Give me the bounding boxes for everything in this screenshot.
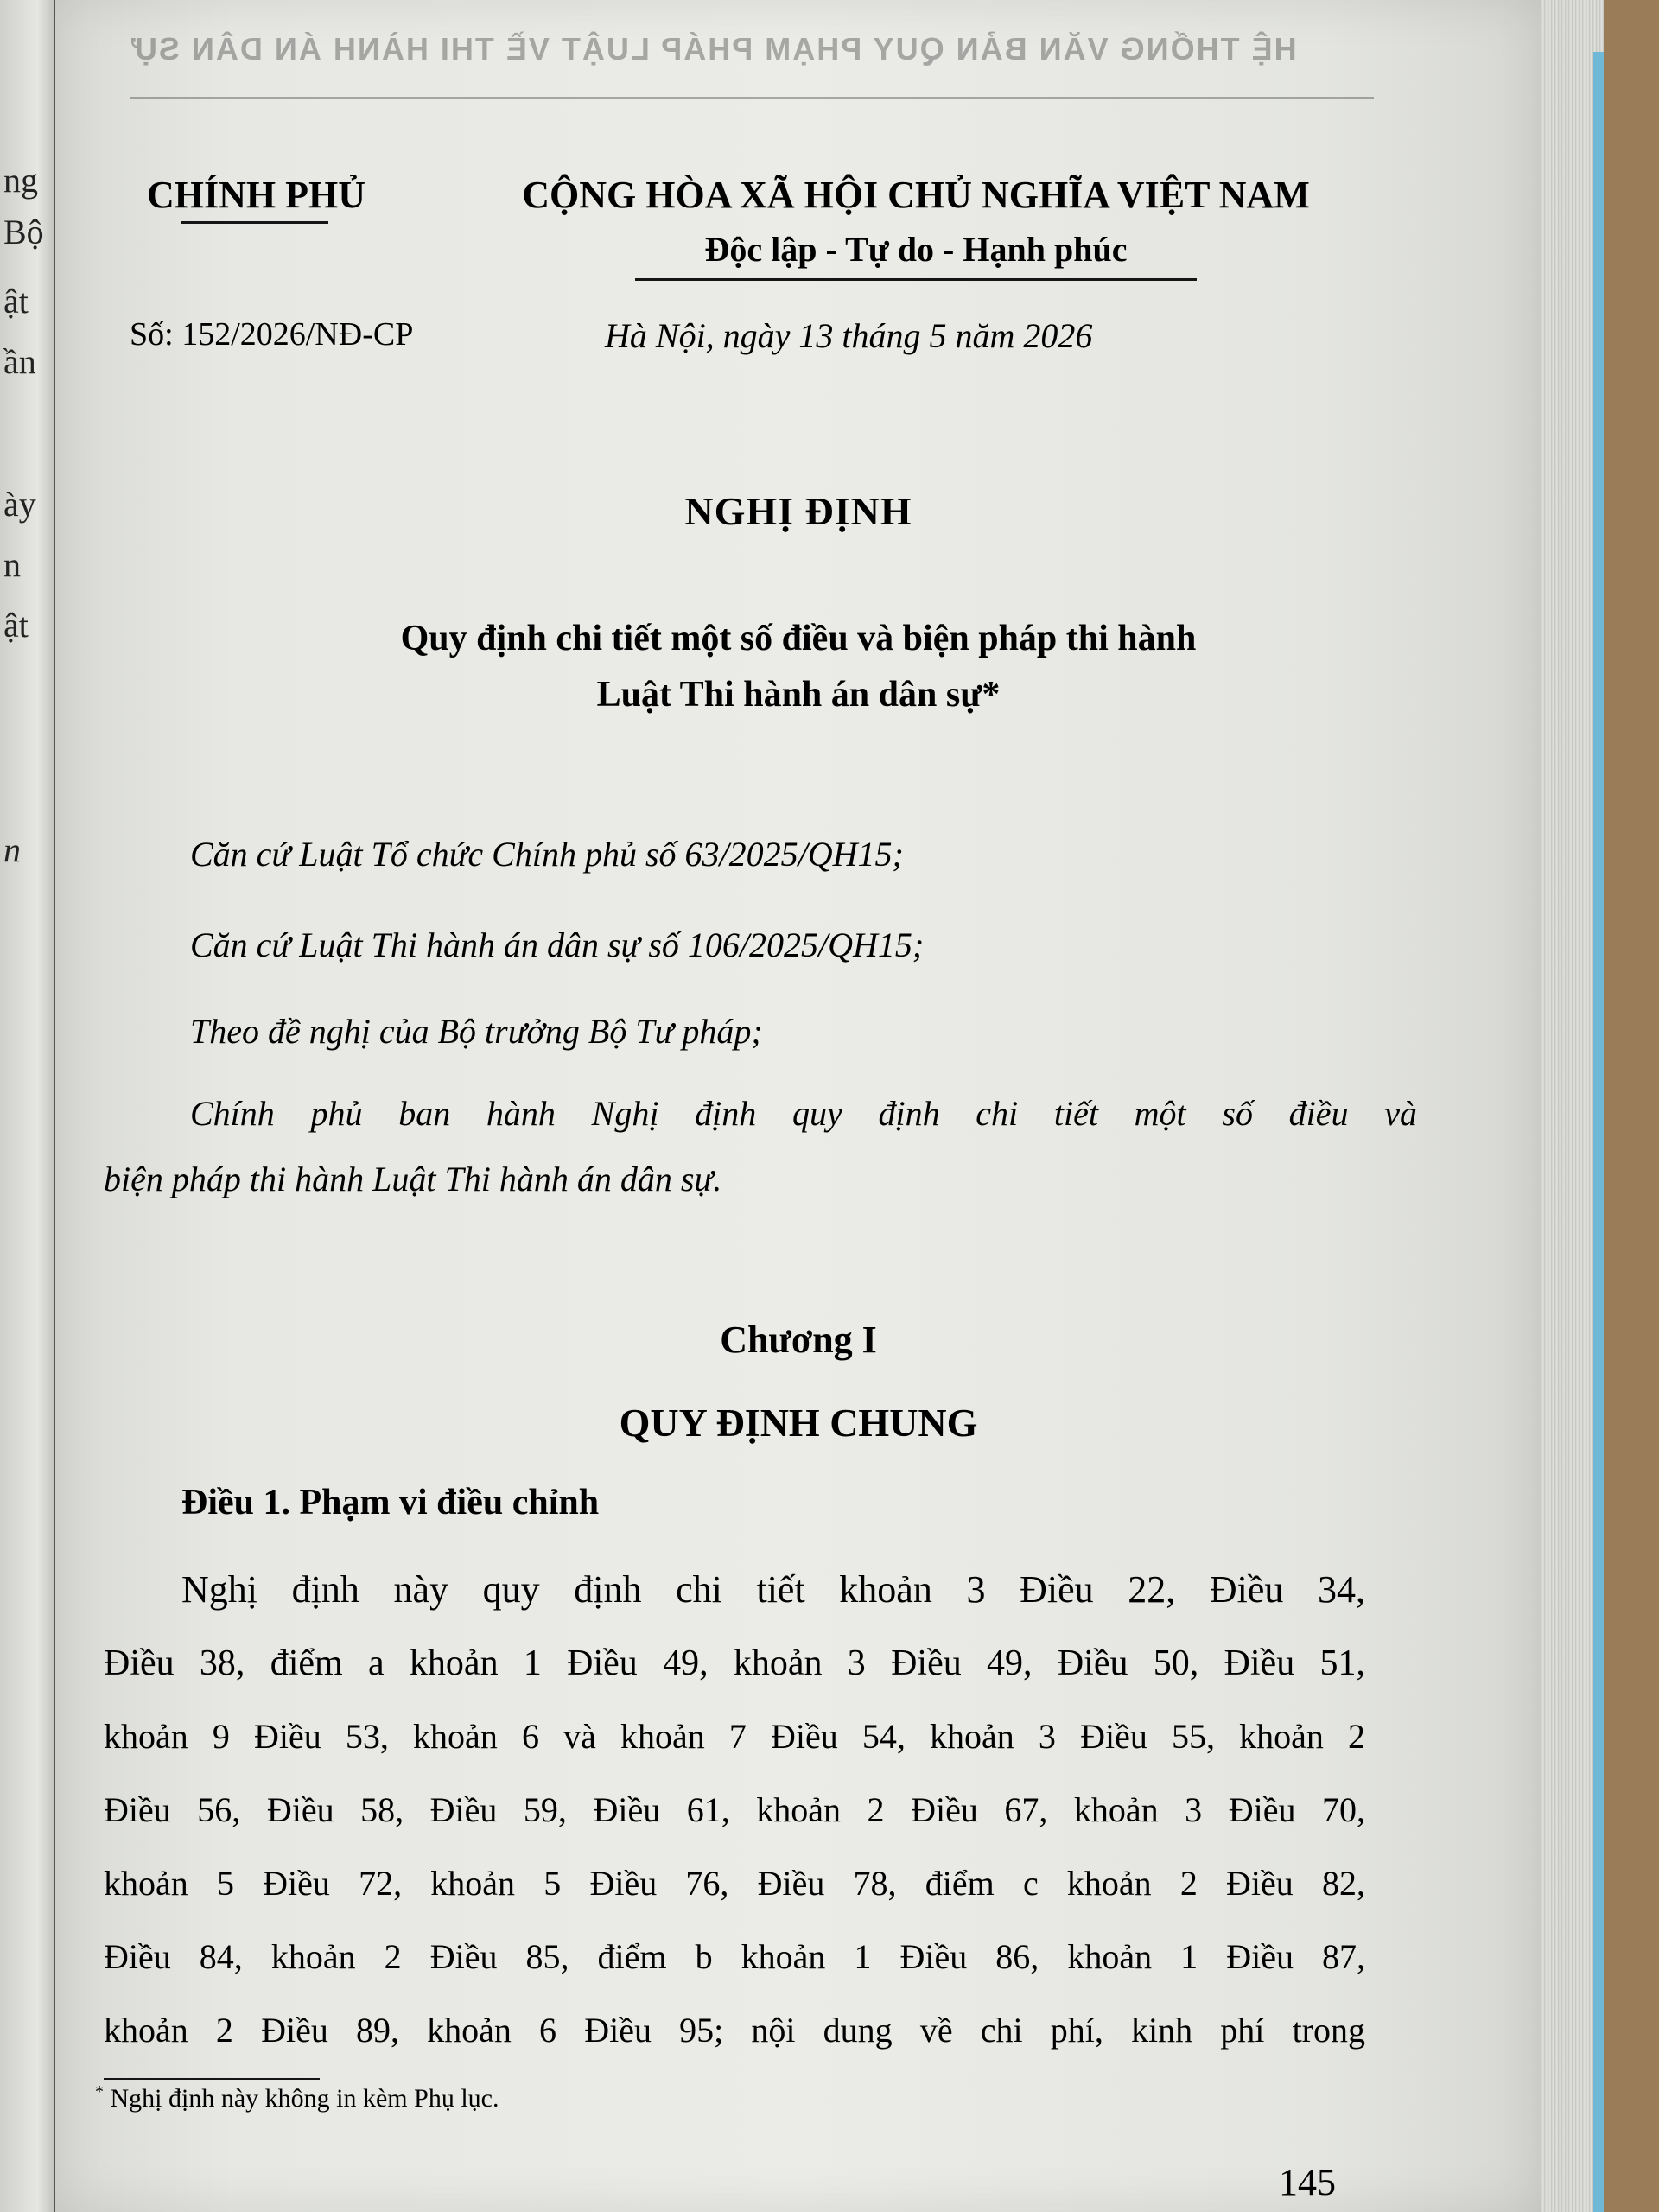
left-page-fragment: ật [3,606,29,645]
national-title: CỘNG HÒA XÃ HỘI CHỦ NGHĨA VIỆT NAM [522,174,1310,216]
legal-basis-line: Căn cứ Luật Tổ chức Chính phủ số 63/2025/QH15; [190,835,904,874]
article-line: Nghị định này quy định chi tiết khoản 3 Điều 22, Điều 34, [181,1568,1365,1611]
footnote-separator [104,2078,320,2080]
motto-underline [635,278,1197,281]
issuer-label: CHÍNH PHỦ [147,174,365,216]
document-number: Số: 152/2026/NĐ-CP [130,316,414,353]
page-number: 145 [1279,2161,1336,2203]
running-header: HỆ THỐNG VĂN BẢN QUY PHẠM PHÁP LUẬT VỀ THI HÀNH ÁN DÂN SỰ [130,31,1297,67]
promulgation-line-2: biện pháp thi hành Luật Thi hành án dân sự. [104,1160,722,1198]
article-line: khoản 9 Điều 53, khoản 6 và khoản 7 Điều 54, khoản 3 Điều 55, khoản 2 [104,1717,1365,1756]
promulgation-text: Chính phủ ban hành Nghị định quy định chi tiết một số điều và [190,1094,1417,1133]
document-type-title: NGHỊ ĐỊNH [684,489,912,533]
article-line: Điều 38, điểm a khoản 1 Điều 49, khoản 3 Điều 49, Điều 50, Điều 51, [104,1643,1365,1683]
footnote [95,2082,499,2113]
article-line: khoản 5 Điều 72, khoản 5 Điều 76, Điều 78, điểm c khoản 2 Điều 82, [104,1864,1365,1903]
left-page-fragment: ần [3,342,36,381]
promulgation-line-1 [190,1093,1417,1134]
article-line: Điều 56, Điều 58, Điều 59, Điều 61, khoản 2 Điều 67, khoản 3 Điều 70, [104,1790,1365,1829]
article-title: Điều 1. Phạm vi điều chỉnh [181,1483,600,1522]
chapter-number: Chương I [720,1319,877,1361]
left-page-fragment: ày [3,485,36,524]
left-page-fragment: n [3,545,21,584]
table-surface [1604,0,1659,2212]
legal-basis-line: Căn cứ Luật Thi hành án dân sự số 106/2025/QH15; [190,925,925,964]
document-subtitle-line-1: Quy định chi tiết một số điều và biện pháp thi hành [400,619,1197,658]
left-page-fragment: Bộ [3,213,44,251]
footnote-mark: * [95,2082,104,2101]
issuer-underline [181,221,328,224]
book-cover-edge [1593,52,1604,2212]
document-subtitle-line-2: Luật Thi hành án dân sự* [596,675,1001,715]
left-page-fragment: ng [3,161,38,200]
article-line: Điều 84, khoản 2 Điều 85, điểm b khoản 1 Điều 86, khoản 1 Điều 87, [104,1937,1365,1976]
chapter-title: QUY ĐỊNH CHUNG [619,1401,978,1445]
issuer-name [147,173,365,217]
left-page-fragment: n [3,830,21,869]
place-and-date: Hà Nội, ngày 13 tháng 5 năm 2026 [605,316,1093,355]
legal-basis-line: Theo đề nghị của Bộ trưởng Bộ Tư pháp; [190,1012,763,1051]
left-page-fragment: ật [3,282,29,321]
national-motto: Độc lập - Tự do - Hạnh phúc [704,230,1128,269]
footnote-text: Nghị định này không in kèm Phụ lục. [110,2084,499,2113]
running-header-rule [130,97,1374,99]
facing-page-edge [0,0,55,2212]
article-line: khoản 2 Điều 89, khoản 6 Điều 95; nội dung về chi phí, kinh phí trong [104,2011,1365,2050]
